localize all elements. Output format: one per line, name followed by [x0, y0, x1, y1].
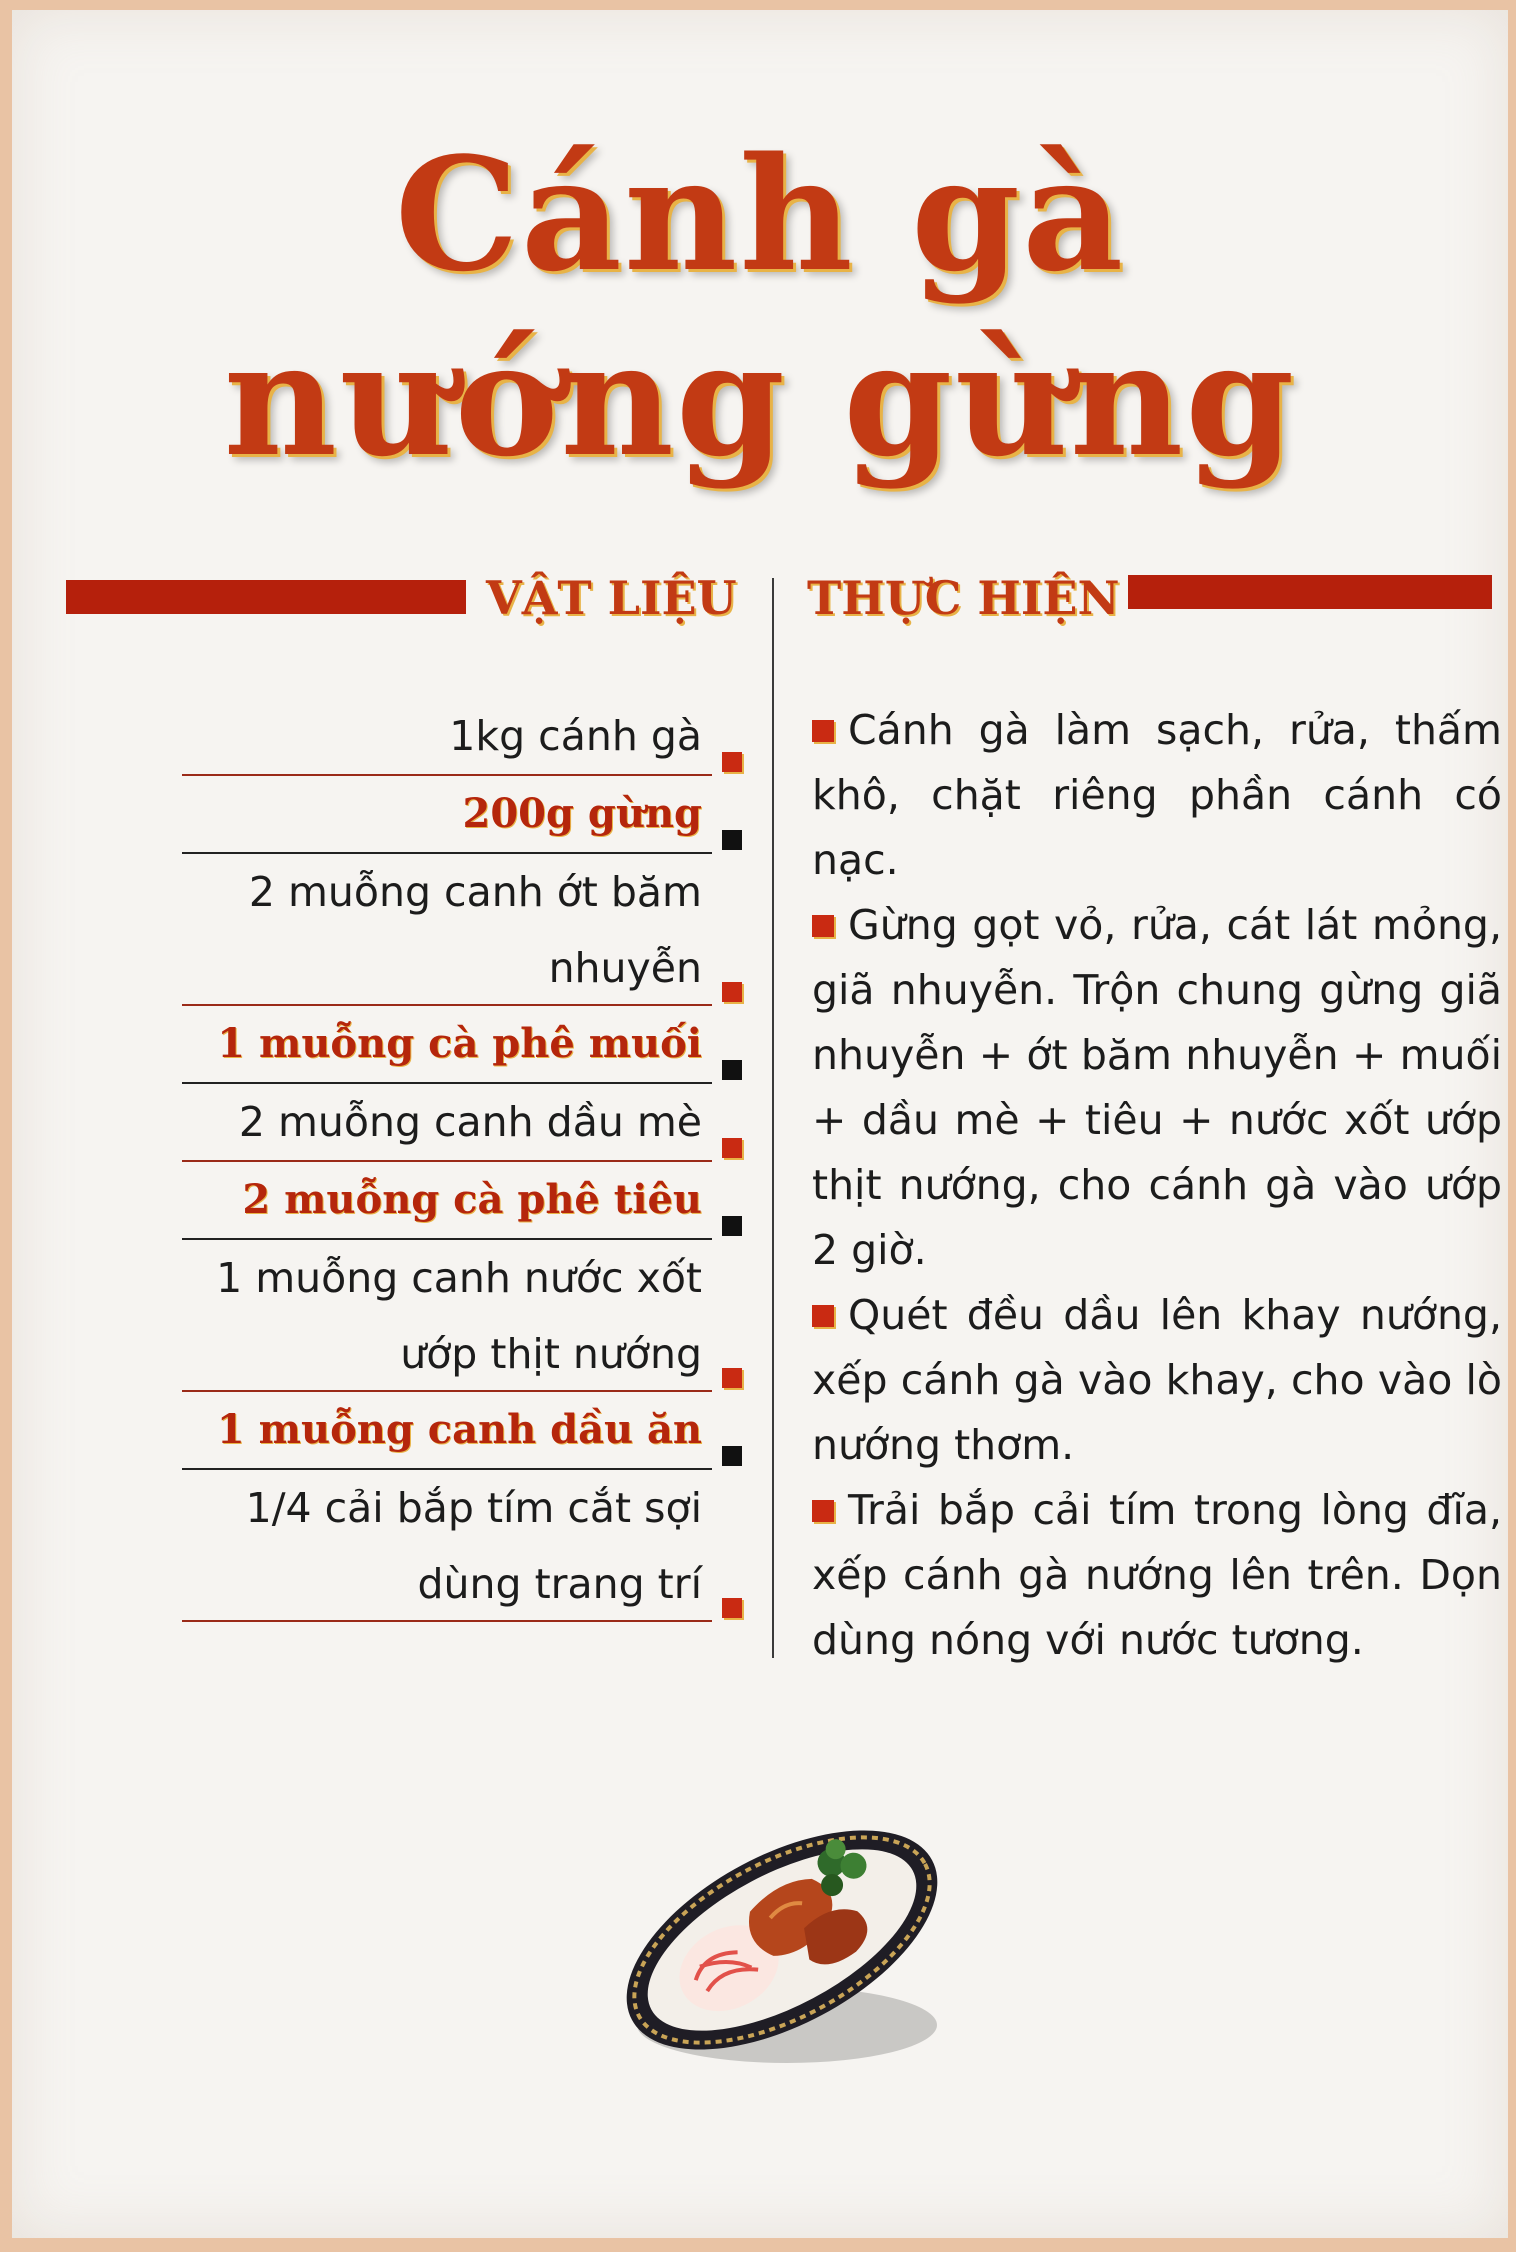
bullet-square-icon	[812, 915, 834, 937]
ingredient-item	[182, 1470, 742, 1622]
bullet-square-icon	[722, 982, 742, 1002]
bullet-square-icon	[722, 1060, 742, 1080]
column-divider	[772, 578, 774, 1658]
bullet-square-icon	[722, 1138, 742, 1158]
ingredient-item	[182, 1084, 742, 1162]
ingredient-text: 2 muỗng cà phê tiêu	[242, 1176, 702, 1223]
instruction-steps	[812, 698, 1502, 1673]
bullet-square-icon	[722, 752, 742, 772]
ingredient-item	[182, 854, 742, 1006]
ingredient-item	[182, 1006, 742, 1084]
ingredient-item	[182, 1392, 742, 1470]
ingredients-header-bar	[66, 580, 466, 614]
ingredient-item	[182, 776, 742, 854]
ingredient-text: 1 muỗng canh dầu ăn	[216, 1406, 702, 1453]
ingredient-text: 200g gừng	[462, 790, 702, 837]
bullet-square-icon	[722, 1446, 742, 1466]
bullet-square-icon	[722, 1368, 742, 1388]
recipe-page	[12, 10, 1508, 2238]
bullet-square-icon	[812, 1500, 834, 1522]
step-text: Gừng gọt vỏ, rửa, cát lát mỏng, giã nhuyễn. Trộn chung gừng giã nhuyễn + ớt băm nhuyễn + muối + dầu mè + tiêu + nước xốt ướp thịt nướng, cho cánh gà vào ướp 2 giờ.	[812, 901, 1502, 1274]
instructions-header-bar	[1128, 575, 1492, 609]
instruction-step	[812, 698, 1502, 893]
step-text: Trải bắp cải tím trong lòng đĩa, xếp cánh gà nướng lên trên. Dọn dùng nóng với nước tương.	[812, 1486, 1502, 1664]
ingredients-heading: VẬT LIỆU	[486, 571, 737, 625]
bullet-square-icon	[722, 830, 742, 850]
bullet-square-icon	[722, 1598, 742, 1618]
ingredient-text: 1 muỗng canh nước xốt ướp thịt nướng	[216, 1254, 702, 1378]
instruction-step	[812, 1283, 1502, 1478]
ingredient-text: 2 muỗng canh dầu mè	[238, 1098, 702, 1146]
bullet-square-icon	[812, 720, 834, 742]
ingredient-text: 1 muỗng cà phê muối	[217, 1020, 702, 1067]
ingredient-item	[182, 1162, 742, 1240]
bullet-square-icon	[812, 1305, 834, 1327]
step-text: Cánh gà làm sạch, rửa, thấm khô, chặt riêng phần cánh có nạc.	[812, 706, 1502, 884]
ingredient-item	[182, 1240, 742, 1392]
ingredient-text: 1/4 cải bắp tím cắt sợi dùng trang trí	[245, 1484, 702, 1608]
ingredient-item	[182, 698, 742, 776]
instruction-step	[812, 893, 1502, 1283]
recipe-title-line-1: Cánh gà	[394, 123, 1126, 306]
ingredient-text: 1kg cánh gà	[449, 712, 702, 760]
step-text: Quét đều dầu lên khay nướng, xếp cánh gà vào khay, cho vào lò nướng thơm.	[812, 1291, 1502, 1469]
ingredient-rule	[182, 1620, 712, 1622]
instructions-heading: THỰC HIỆN	[807, 571, 1120, 625]
recipe-title-line-2: nướng gừng	[223, 308, 1297, 491]
instruction-step	[812, 1478, 1502, 1673]
ingredient-text: 2 muỗng canh ớt băm nhuyễn	[248, 868, 702, 992]
bullet-square-icon	[722, 1216, 742, 1236]
grilled-chicken-dish-image	[602, 1790, 962, 2090]
